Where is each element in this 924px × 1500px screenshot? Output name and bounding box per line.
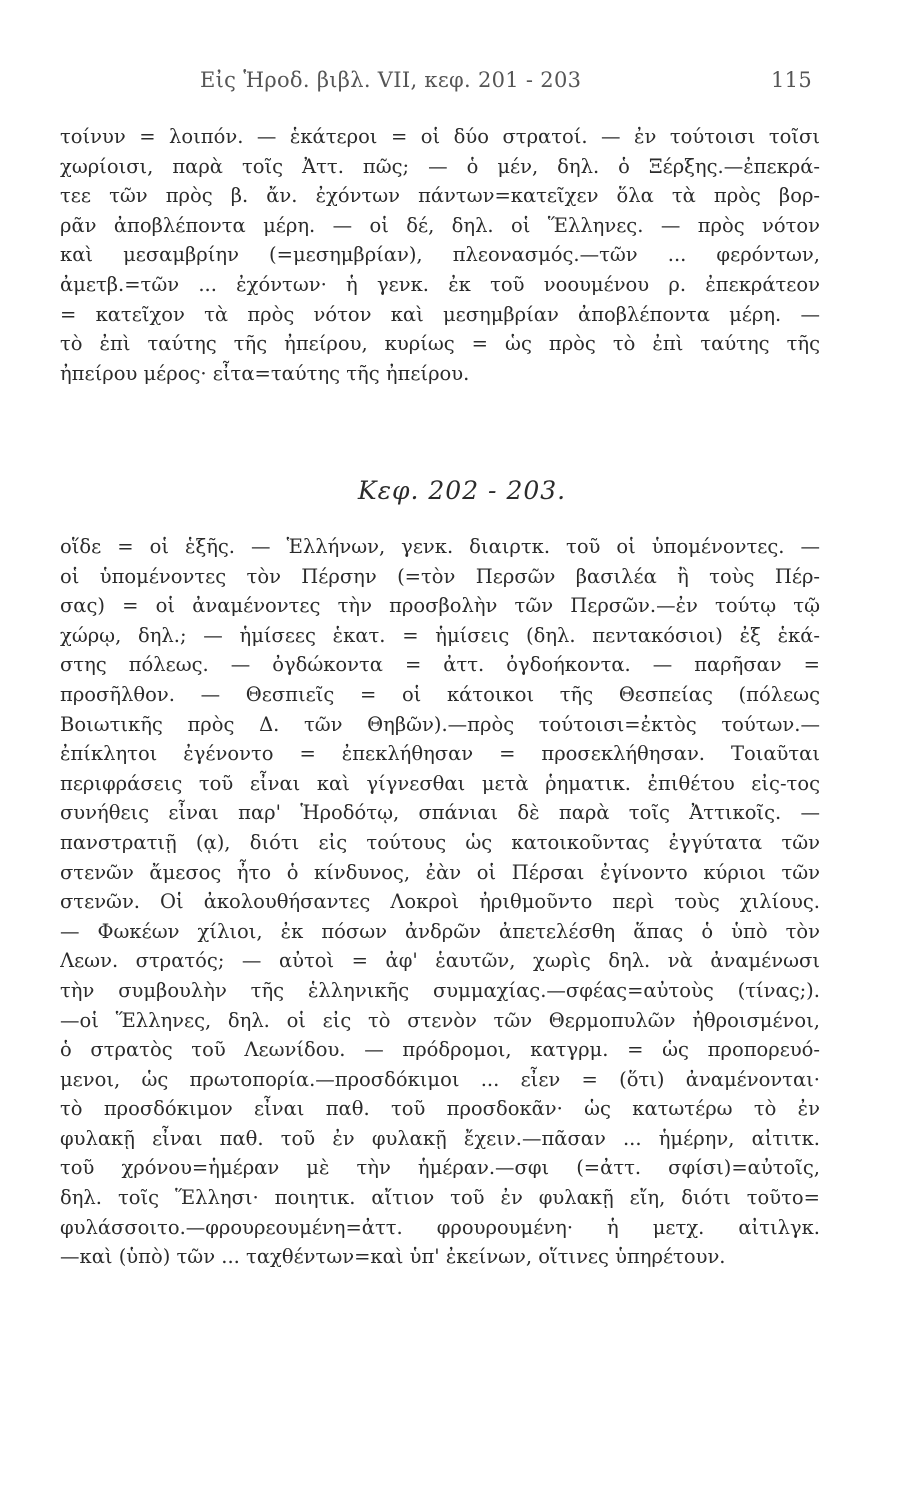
text-line: ἐπίκλητοι ἐγένοντο = ἐπεκλήθησαν = προσεκλήθησαν. Τοιαῦται [60,742,820,766]
text-line: προσῆλθον. — Θεσπιεῖς = οἱ κάτοικοι τῆς Θεσπείας (πόλεως [60,682,820,706]
text-line: —καὶ (ὑπὸ) τῶν ... ταχθέντων=καὶ ὑπ' ἐκείνων, οἵτινες ὑπηρέτουν. [60,1245,726,1269]
text-line: χωρίοισι, παρὰ τοῖς Ἀττ. πῶς; — ὁ μέν, δηλ. ὁ Ξέρξης.—ἐπεκρά- [60,154,820,178]
text-line: συνήθεις εἶναι παρ' Ἡροδότῳ, σπάνιαι δὲ παρὰ τοῖς Ἀττικοῖς. — [60,801,820,825]
text-line: ἀμετβ.=τῶν ... ἐχόντων· ἡ γενκ. ἐκ τοῦ νοουμένου ρ. ἐπεκράτεον [60,272,820,296]
text-line: — Φωκέων χίλιοι, ἐκ πόσων ἀνδρῶν ἀπετελέσθη ἅπας ὁ ὑπὸ τὸν [60,919,820,943]
text-line: στενῶν. Οἱ ἀκολουθήσαντες Λοκροὶ ἠριθμοῦντο περὶ τοὺς χιλίους. [60,890,820,914]
text-line: οἵδε = οἱ ἑξῆς. — Ἑλλήνων, γενκ. διαιρτκ. τοῦ οἱ ὑπομένοντες. — [60,535,820,558]
text-line: οἱ ὑπομένοντες τὸν Πέρσην (=τὸν Περσῶν βασιλέα ἢ τοὺς Πέρ- [60,564,820,588]
running-title: Εἰς Ἡροδ. βιβλ. VII, κεφ. 201 - 203 [200,68,582,92]
text-line: τοίνυν = λοιπόν. — ἑκάτεροι = οἱ δύο στρατοί. — ἐν τούτοισι τοῖσι [60,125,820,148]
text-line: —οἱ Ἕλληνες, δηλ. οἱ εἰς τὸ στενὸν τῶν Θερμοπυλῶν ἠθροισμένοι, [60,1008,820,1032]
text-line: Λεων. στρατός; — αὐτοὶ = ἀφ' ἑαυτῶν, χωρὶς δηλ. νὰ ἀναμένωσι [60,949,820,973]
text-line: περιφράσεις τοῦ εἶναι καὶ γίγνεσθαι μετὰ ῥηματικ. ἐπιθέτου εἰς-τος [60,771,820,795]
section-heading: Κεφ. 202 - 203. [357,476,567,505]
commentary-section-1 [60,122,820,388]
text-line: Βοιωτικῆς πρὸς Δ. τῶν Θηβῶν).—πρὸς τούτοισι=ἐκτὸς τούτων.— [60,712,820,736]
text-line: καὶ μεσαμβρίην (=μεσημβρίαν), πλεονασμός.—τῶν ... φερόντων, [60,243,820,267]
text-line: χώρῳ, δηλ.; — ἡμίσεες ἑκατ. = ἡμίσεις (δηλ. πεντακόσιοι) ἐξ ἑκά- [60,623,820,647]
text-line: ἠπείρου μέρος· εἶτα=ταύτης τῆς ἠπείρου. [60,361,470,385]
text-line: ὁ στρατὸς τοῦ Λεωνίδου. — πρόδρομοι, κατγρμ. = ὡς προπορευό- [60,1038,820,1062]
text-line: μενοι, ὡς πρωτοπορία.—προσδόκιμοι ... εἶεν = (ὅτι) ἀναμένονται· [60,1067,820,1091]
text-line: πανστρατιῇ (ᾳ), διότι εἰς τούτους ὡς κατοικοῦντας ἐγγύτατα τῶν [60,830,820,854]
text-line: ρᾶν ἀποβλέποντα μέρη. — οἱ δέ, δηλ. οἱ Ἕλληνες. — πρὸς νότον [60,213,820,237]
text-line: φυλάσσοιτο.—φρουρεουμένη=ἀττ. φρουρουμένη· ἡ μετχ. αἰτιλγκ. [60,1215,820,1239]
text-line: τεε τῶν πρὸς β. ἄν. ἐχόντων πάντων=κατεῖχεν ὅλα τὰ πρὸς βορ- [60,184,820,208]
page-number: 115 [771,68,812,92]
text-line: = κατεῖχον τὰ πρὸς νότον καὶ μεσημβρίαν ἀποβλέποντα μέρη. — [60,302,820,326]
text-line: τοῦ χρόνου=ἡμέραν μὲ τὴν ἡμέραν.—σφι (=ἀττ. σφίσι)=αὐτοῖς, [60,1156,820,1180]
running-head [200,68,820,102]
commentary-section-2 [60,532,820,1272]
text-line: τὸ ἐπὶ ταύτης τῆς ἠπείρου, κυρίως = ὡς πρὸς τὸ ἐπὶ ταύτης τῆς [60,332,820,356]
text-line: φυλακῇ εἶναι παθ. τοῦ ἐν φυλακῇ ἔχειν.—πᾶσαν ... ἡμέρην, αἰτιτκ. [60,1126,820,1150]
text-line: δηλ. τοῖς Ἕλλησι· ποιητικ. αἴτιον τοῦ ἐν φυλακῇ εἴη, διότι τοῦτο= [60,1186,820,1210]
text-line: σας) = οἱ ἀναμένοντες τὴν προσβολὴν τῶν Περσῶν.—ἐν τούτῳ τῷ [60,594,820,618]
text-line: τὴν συμβουλὴν τῆς ἑλληνικῆς συμμαχίας.—σφέας=αὐτοὺς (τίνας;). [60,978,820,1002]
text-line: τὸ προσδόκιμον εἶναι παθ. τοῦ προσδοκᾶν· ὡς κατωτέρω τὸ ἐν [60,1097,820,1121]
text-line: στης πόλεως. — ὀγδώκοντα = ἀττ. ὀγδοήκοντα. — παρῆσαν = [60,653,820,677]
text-line: στενῶν ἄμεσος ἦτο ὁ κίνδυνος, ἐὰν οἱ Πέρσαι ἐγίνοντο κύριοι τῶν [60,860,820,884]
